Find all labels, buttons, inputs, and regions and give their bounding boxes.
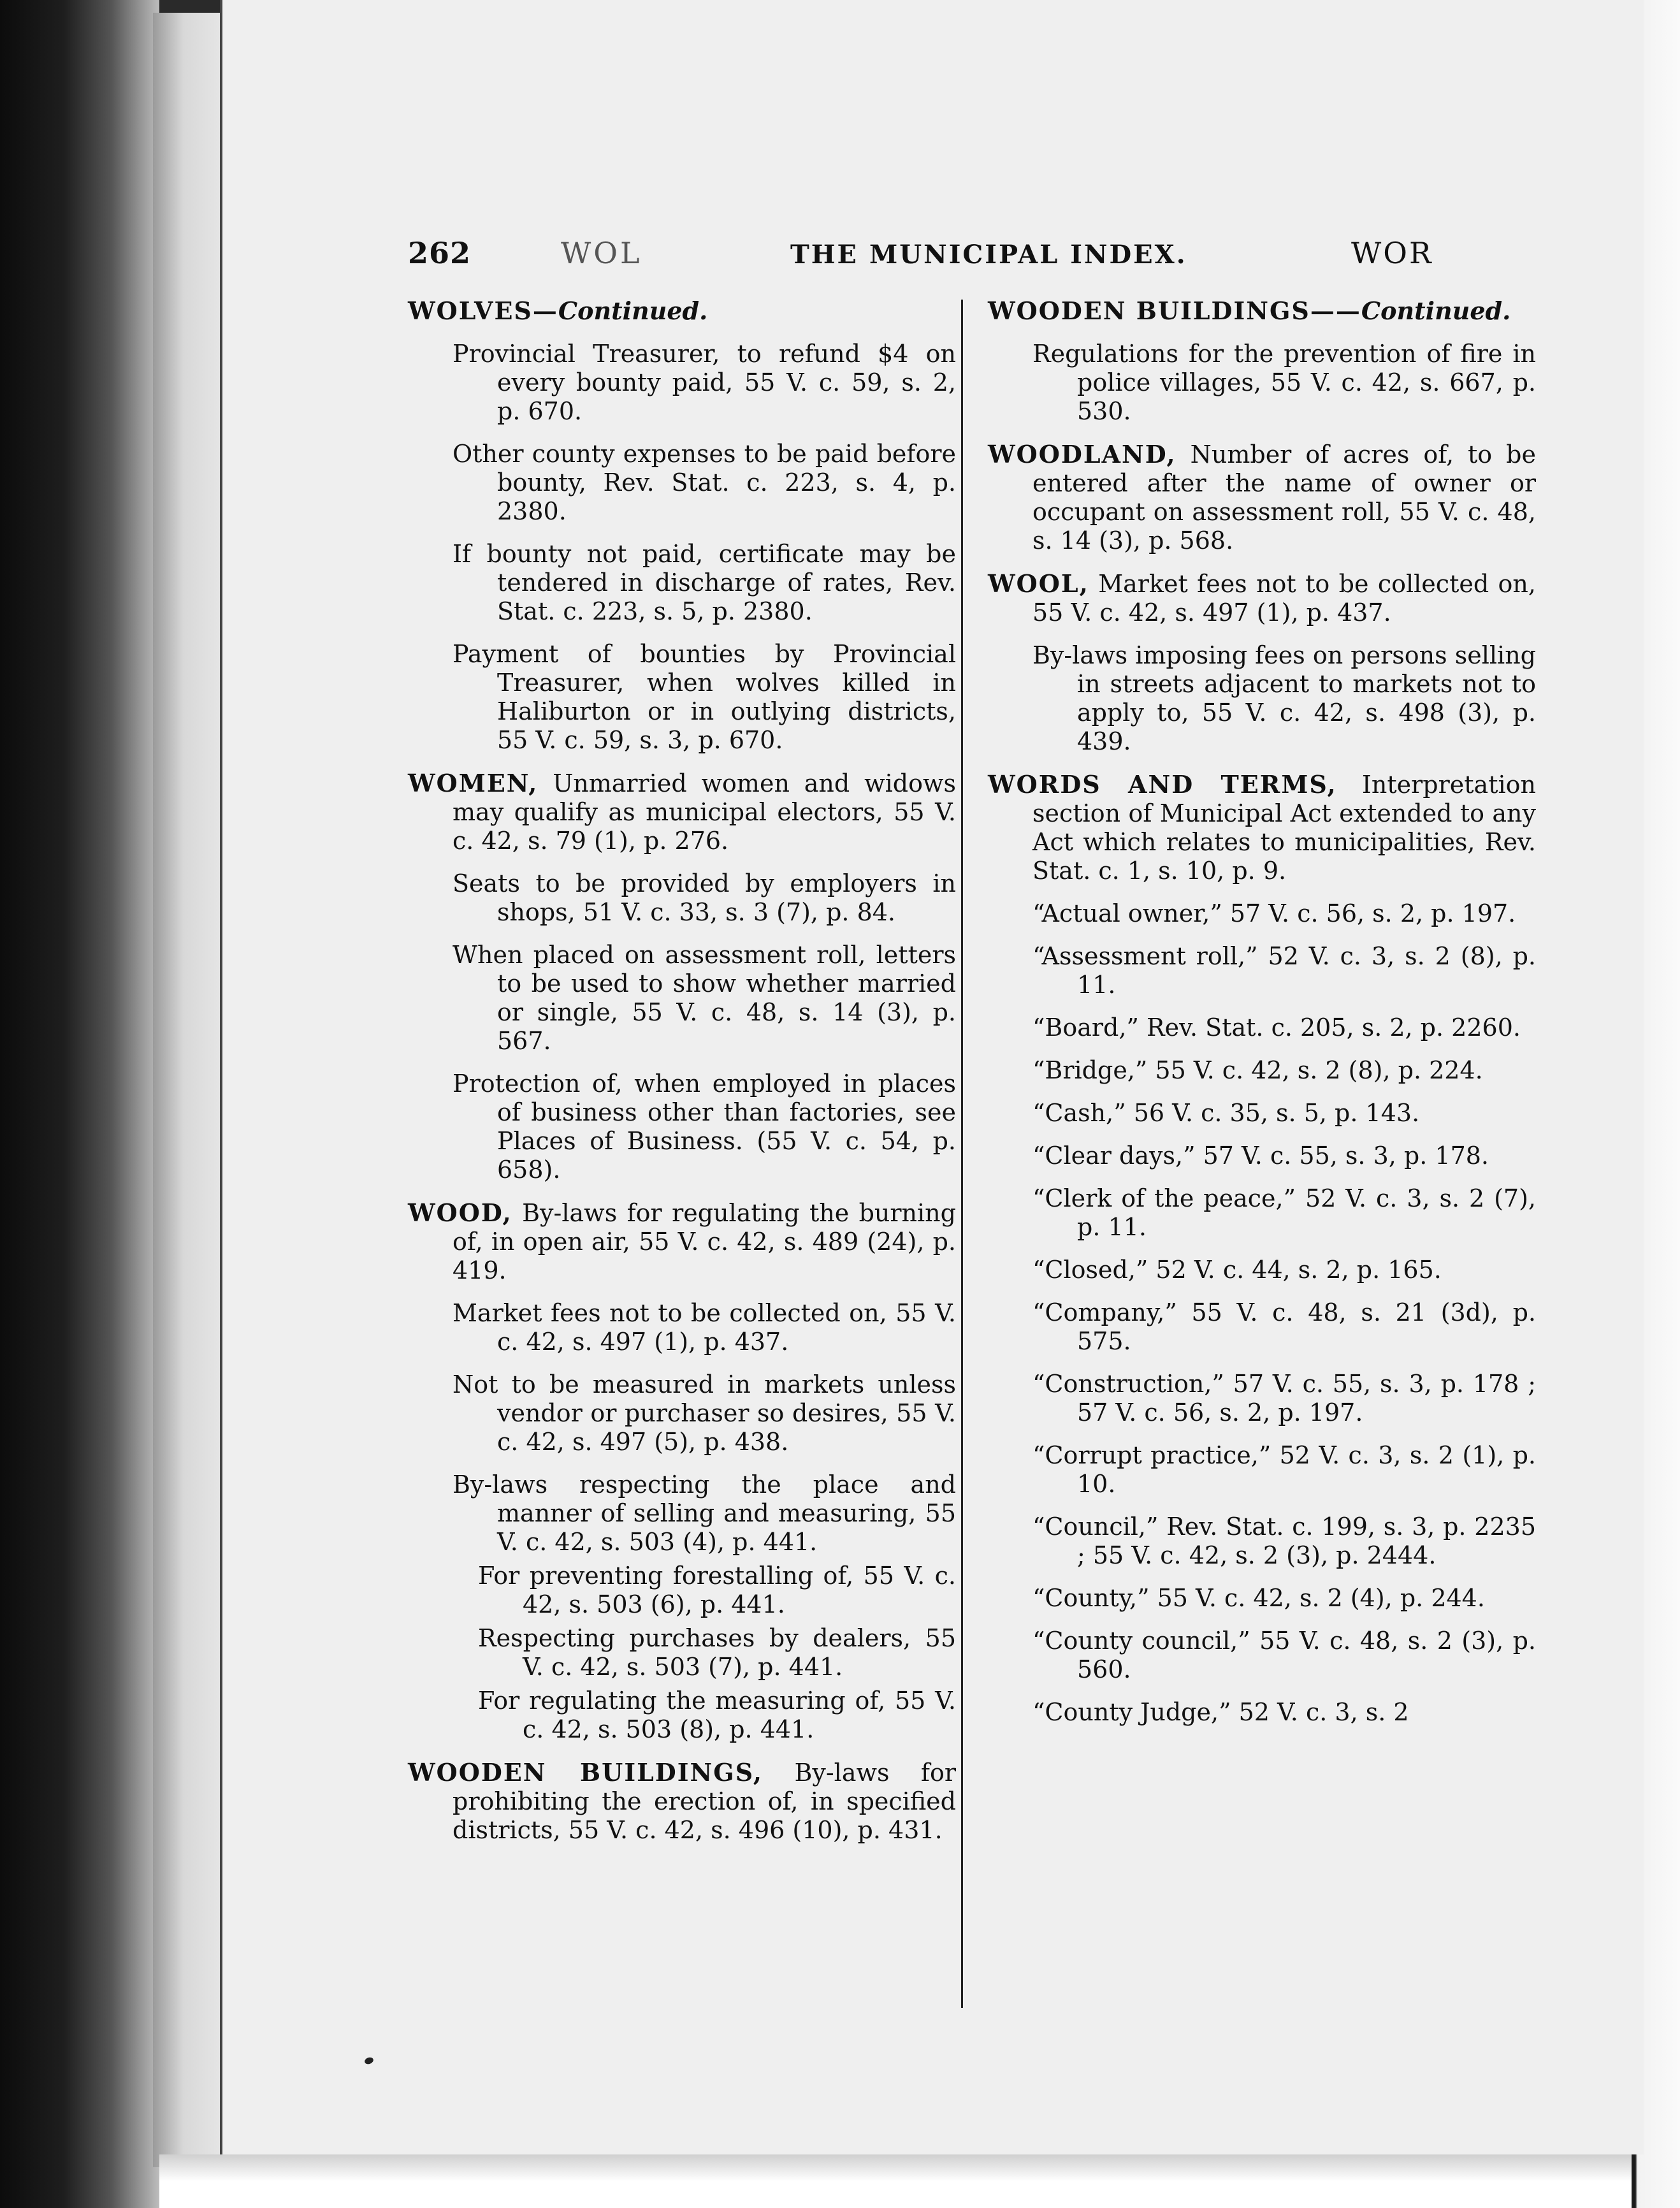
left-column — [408, 296, 956, 1859]
term-entry: “Clerk of the peace,” 52 V. c. 3, s. 2 (7), p. 11. — [1032, 1184, 1536, 1241]
entry-heading: WOODEN BUILDINGS, — [408, 1758, 764, 1787]
sub-entry: By-laws imposing fees on persons selling in streets adjacent to markets not to apply to, 55 V. c. 42, s. 498 (3), p. 439. — [1032, 641, 1536, 755]
entry-heading: WOOL, — [988, 569, 1089, 598]
term-entry: “Clear days,” 57 V. c. 55, s. 3, p. 178. — [1032, 1142, 1489, 1170]
term-entry: “County Judge,” 52 V. c. 3, s. 2 — [1032, 1698, 1409, 1726]
term-entry: “Council,” Rev. Stat. c. 199, s. 3, p. 2235 ; 55 V. c. 42, s. 2 (3), p. 2444. — [1032, 1513, 1536, 1569]
left-guide-word: WOL — [561, 236, 642, 270]
term-entry: “Board,” Rev. Stat. c. 205, s. 2, p. 2260. — [1032, 1013, 1521, 1042]
sub-sub-entry: For regulating the measuring of, 55 V. c. 42, s. 503 (8), p. 441. — [478, 1687, 956, 1743]
entry-wolves-heading — [408, 296, 956, 326]
entry-heading: WOOD, — [408, 1198, 512, 1227]
sub-entry: Provincial Treasurer, to refund $4 on every bounty paid, 55 V. c. 59, s. 2, p. 670. — [453, 340, 956, 425]
term-entry: “Closed,” 52 V. c. 44, s. 2, p. 165. — [1032, 1256, 1442, 1284]
entry-wooden-buildings — [408, 1758, 956, 1845]
sub-entry: Payment of bounties by Provincial Treasurer, when wolves killed in Haliburton or in outlying districts, 55 V. c. 59, s. 3, p. 670. — [453, 640, 956, 754]
term-entry: “Corrupt practice,” 52 V. c. 3, s. 2 (1), p. 10. — [1032, 1441, 1536, 1498]
sub-sub-entry: Respecting purchases by dealers, 55 V. c. 42, s. 503 (7), p. 441. — [478, 1624, 956, 1681]
term-entry: “County,” 55 V. c. 42, s. 2 (4), p. 244. — [1032, 1584, 1485, 1612]
sub-entry: Regulations for the prevention of fire in police villages, 55 V. c. 42, s. 667, p. 530. — [1032, 340, 1536, 425]
sub-entry: Seats to be provided by employers in shops, 51 V. c. 33, s. 3 (7), p. 84. — [453, 869, 956, 926]
right-guide-word: WOR — [1351, 236, 1433, 270]
entry-words-and-terms — [988, 770, 1536, 885]
entry-heading: WOODLAND, — [988, 440, 1177, 468]
running-title: THE MUNICIPAL INDEX. — [790, 240, 1187, 270]
sub-entry: Other county expenses to be paid before bounty, Rev. Stat. c. 223, s. 4, p. 2380. — [453, 440, 956, 525]
entry-text: Number of acres of, to be entered after the name of owner or occupant on assessment roll, 55 V. c. 48, s. 14 (3), p. 568. — [1032, 440, 1536, 555]
book-spine — [0, 0, 159, 2208]
entry-heading: WOMEN, — [408, 769, 539, 797]
term-entry: “Bridge,” 55 V. c. 42, s. 2 (8), p. 224. — [1032, 1056, 1483, 1084]
entry-women — [408, 769, 956, 855]
sub-entry: If bounty not paid, certificate may be tendered in discharge of rates, Rev. Stat. c. 223, s. 5, p. 2380. — [453, 540, 956, 625]
entry-text: By-laws for regulating the burning of, in open air, 55 V. c. 42, s. 489 (24), p. 419. — [453, 1199, 956, 1284]
sub-entry: Not to be measured in markets unless vendor or purchaser so desires, 55 V. c. 42, s. 497 (5), p. 438. — [453, 1370, 956, 1456]
continued-label: Continued. — [1361, 296, 1511, 325]
entry-wooden-buildings-continued — [988, 296, 1536, 326]
term-entry: “Company,” 55 V. c. 48, s. 21 (3d), p. 575. — [1032, 1298, 1536, 1355]
entry-woodland — [988, 440, 1536, 555]
entry-heading: WOLVES— — [408, 296, 558, 325]
term-entry: “Assessment roll,” 52 V. c. 3, s. 2 (8), p. 11. — [1032, 942, 1536, 999]
column-divider — [961, 300, 963, 2008]
sub-entry: By-laws respecting the place and manner of selling and measuring, 55 V. c. 42, s. 503 (4), p. 441. — [453, 1471, 956, 1556]
right-column — [988, 296, 1536, 1741]
entry-heading: WOODEN BUILDINGS—— — [988, 296, 1361, 325]
sub-entry: Protection of, when employed in places of business other than factories, see Places of Business. (55 V. c. 54, p. 658). — [453, 1070, 956, 1184]
page-bottom-margin — [159, 2154, 1680, 2208]
entry-text: Interpretation section of Municipal Act extended to any Act which relates to municipalities, Rev. Stat. c. 1, s. 10, p. 9. — [1032, 771, 1536, 885]
entry-text: Unmarried women and widows may qualify as municipal electors, 55 V. c. 42, s. 79 (1), p. 276. — [453, 769, 956, 855]
term-entry: “Cash,” 56 V. c. 35, s. 5, p. 143. — [1032, 1099, 1420, 1127]
continued-label: Continued. — [558, 296, 708, 325]
entry-wood — [408, 1198, 956, 1285]
entry-text: By-laws for prohibiting the erection of, in specified districts, 55 V. c. 42, s. 496 (10), p. 431. — [453, 1759, 956, 1844]
term-entry: “Construction,” 57 V. c. 55, s. 3, p. 178 ; 57 V. c. 56, s. 2, p. 197. — [1032, 1370, 1536, 1427]
entry-wool — [988, 569, 1536, 627]
entry-text: Market fees not to be collected on, 55 V. c. 42, s. 497 (1), p. 437. — [1032, 570, 1536, 627]
page-header — [408, 236, 1453, 280]
page-number: 262 — [408, 236, 472, 270]
term-entry: “Actual owner,” 57 V. c. 56, s. 2, p. 197. — [1032, 899, 1516, 927]
sub-entry: Market fees not to be collected on, 55 V. c. 42, s. 497 (1), p. 437. — [453, 1299, 956, 1356]
sub-entry: When placed on assessment roll, letters to be used to show whether married or single, 55 V. c. 48, s. 14 (3), p. 567. — [453, 941, 956, 1055]
sub-sub-entry: For preventing forestalling of, 55 V. c. 42, s. 503 (6), p. 441. — [478, 1562, 956, 1618]
entry-heading: WORDS AND TERMS, — [988, 770, 1337, 799]
term-entry: “County council,” 55 V. c. 48, s. 2 (3), p. 560. — [1032, 1627, 1536, 1683]
